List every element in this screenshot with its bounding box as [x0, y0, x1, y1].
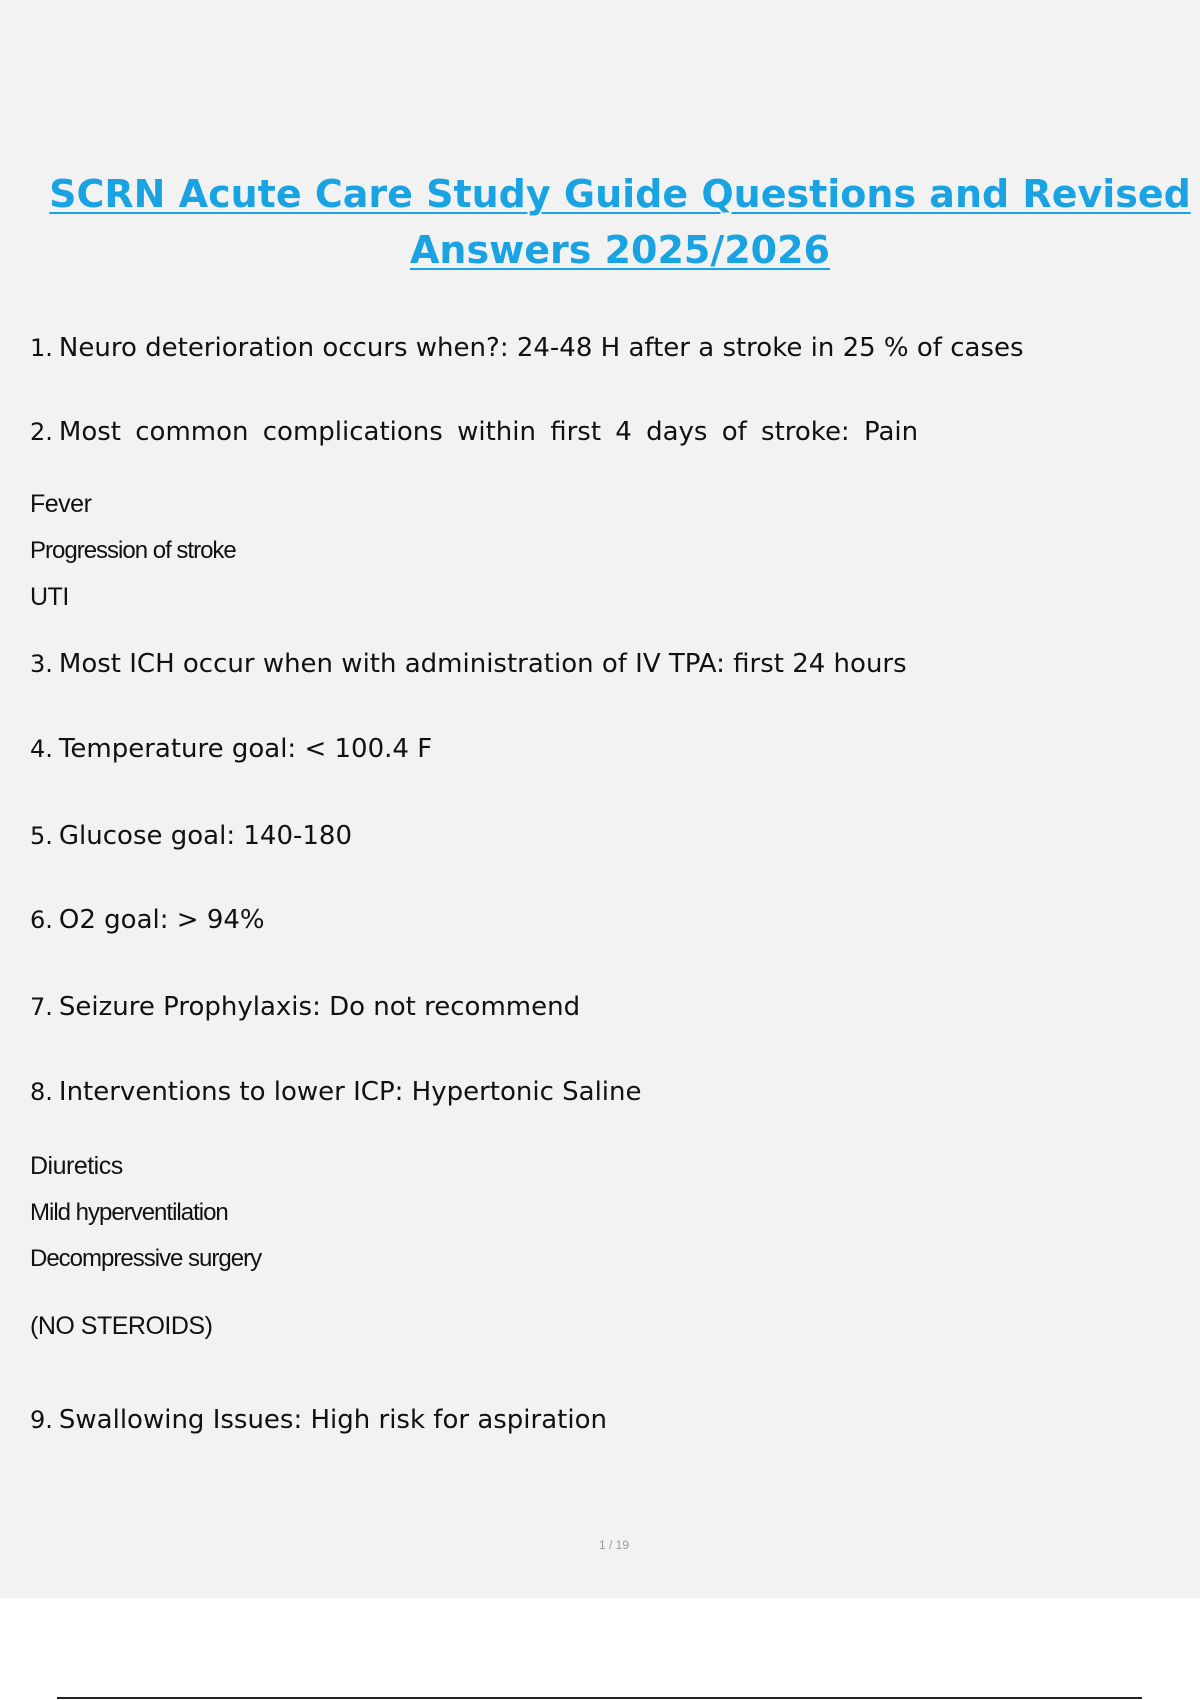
item-text: Neuro deterioration occurs when?: 24-48 H after a stroke in 25 % of cases — [58, 333, 1024, 363]
question-item-9 — [30, 1405, 607, 1435]
item-text: O2 goal: > 94% — [58, 905, 265, 935]
item-number: 2. — [30, 418, 53, 446]
answer-line: Decompressive surgery — [30, 1245, 262, 1272]
question-item-6 — [30, 905, 265, 935]
item-text: Temperature goal: < 100.4 F — [58, 734, 433, 764]
question-item-7 — [30, 992, 580, 1022]
question-item-4 — [30, 734, 432, 764]
item-number: 4. — [30, 735, 53, 763]
question-item-2 — [30, 417, 918, 447]
question-item-5 — [30, 821, 352, 851]
answer-line: UTI — [30, 583, 69, 611]
answer-line: Mild hyperventilation — [30, 1199, 228, 1226]
item-number: 3. — [30, 650, 53, 678]
answer-line: Progression of stroke — [30, 537, 236, 564]
item-number: 5. — [30, 822, 53, 850]
question-item-8 — [30, 1077, 642, 1107]
question-item-1 — [30, 333, 1024, 363]
item-number: 9. — [30, 1406, 53, 1434]
question-item-3 — [30, 649, 907, 679]
title-line-1: SCRN Acute Care Study Guide Questions and Revised — [49, 172, 1191, 216]
item-text: Interventions to lower ICP: Hypertonic Saline — [58, 1077, 642, 1107]
item-number: 1. — [30, 334, 53, 362]
page-indicator: 1 / 19 — [598, 1538, 630, 1552]
title-line-2: Answers 2025/2026 — [410, 228, 830, 272]
answer-line: Fever — [30, 490, 92, 518]
divider — [57, 1697, 1142, 1699]
answer-line: (NO STEROIDS) — [30, 1312, 213, 1340]
answer-line: Diuretics — [30, 1152, 123, 1180]
item-text: Seizure Prophylaxis: Do not recommend — [58, 992, 581, 1022]
item-number: 8. — [30, 1078, 53, 1106]
item-text: Glucose goal: 140-180 — [58, 821, 352, 851]
item-text: Most common complications within first 4 days of stroke: Pain — [58, 417, 919, 447]
item-text: Swallowing Issues: High risk for aspiration — [58, 1405, 607, 1435]
document-title — [0, 166, 1200, 278]
item-text: Most ICH occur when with administration of IV TPA: first 24 hours — [58, 649, 907, 679]
item-number: 6. — [30, 906, 53, 934]
item-number: 7. — [30, 993, 53, 1021]
